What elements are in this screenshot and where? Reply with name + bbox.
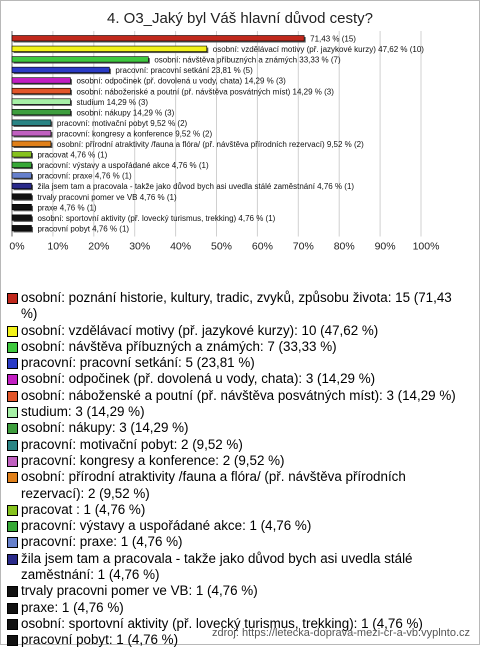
legend-label: osobní: nákupy: 3 (14,29 %) (21, 420, 189, 436)
x-tick-label: 90% (374, 240, 396, 253)
legend-label: trvaly pracovni pomer ve VB: 1 (4,76 %) (21, 583, 258, 599)
bar (12, 130, 51, 136)
legend-label: osobní: poznání historie, kultury, tradic, zvyků, způsobu života: 15 (71,43 %) (21, 290, 452, 322)
legend-label: osobní: přírodní atraktivity /fauna a flóra/ (př. návštěva přírodních rezervací): 2 (9,52 %) (21, 469, 406, 501)
bar (12, 215, 31, 221)
legend-swatch (7, 603, 18, 614)
legend-label: pracovat : 1 (4,76 %) (21, 501, 146, 517)
bar-label: 71,43 % (15) (310, 34, 356, 44)
legend-item (7, 551, 469, 584)
legend-label: pracovní: výstavy a uspořádané akce: 1 (4,76 %) (21, 518, 312, 534)
bar (12, 162, 31, 168)
legend-swatch (7, 505, 18, 516)
legend-label: pracovní pobyt: 1 (4,76 %) (21, 632, 179, 648)
x-tick-label: 40% (170, 240, 192, 253)
legend-swatch (7, 342, 18, 353)
chart-legend (7, 290, 469, 649)
legend-label: osobní: návštěva příbuzných a známých: 7 (33,33 %) (21, 338, 337, 354)
legend-label: osobní: vzdělávací motivy (př. jazykové kurzy): 10 (47,62 %) (21, 322, 379, 338)
bar-label: pracovní pobyt 4,76 % (1) (37, 224, 130, 234)
bar (12, 78, 70, 84)
legend-label: praxe: 1 (4,76 %) (21, 599, 124, 615)
source-note: zdroj: https://letecka-doprava-mezi-cr-a-vb.vyplnto.cz (212, 627, 470, 639)
legend-item (7, 534, 469, 550)
bar-label: studium 14,29 % (3) (76, 97, 149, 107)
legend-item (7, 502, 469, 518)
bar (12, 36, 304, 42)
legend-label: pracovní: motivační pobyt: 2 (9,52 %) (21, 436, 243, 452)
bar-label: pracovní: kongresy a konference 9,52 % (2) (56, 129, 213, 139)
legend-swatch (7, 586, 18, 597)
bar (12, 109, 70, 115)
x-tick-label: 100% (412, 240, 440, 253)
x-tick-label: 20% (88, 240, 110, 253)
bar (12, 46, 207, 52)
legend-item (7, 404, 469, 420)
legend-item (7, 339, 469, 355)
bar-label: pracovat 4,76 % (1) (37, 150, 108, 160)
legend-swatch (7, 407, 18, 418)
legend-item (7, 371, 469, 387)
bar-label: osobní: odpočinek (př. dovolená u vody, chata) 14,29 % (3) (76, 76, 286, 86)
bar-label: osobní: sportovní aktivity (př. lovecký turismus, trekking) 4,76 % (1) (37, 213, 276, 223)
legend-item (7, 323, 469, 339)
legend-item (7, 453, 469, 469)
legend-item (7, 388, 469, 404)
bar (12, 194, 31, 200)
bar (12, 57, 148, 63)
legend-item (7, 290, 469, 323)
bar-label: praxe 4,76 % (1) (37, 203, 97, 213)
legend-item (7, 420, 469, 436)
legend-label: pracovní: praxe: 1 (4,76 %) (21, 534, 183, 550)
legend-item (7, 355, 469, 371)
legend-swatch (7, 456, 18, 467)
legend-item (7, 518, 469, 534)
legend-swatch (7, 537, 18, 548)
legend-item (7, 600, 469, 616)
legend-swatch (7, 440, 18, 451)
bar-label: osobní: přírodní atraktivity /fauna a flóra/ (př. návštěva přírodních rezervací) 9,52 % (2) (56, 140, 364, 149)
legend-label: osobní: náboženské a poutní (př. návštěva posvátných míst): 3 (14,29 %) (21, 387, 456, 403)
bar (12, 141, 51, 147)
bar (12, 120, 51, 126)
bar-label: osobní: náboženské a poutní (př. návštěva posvátných míst) 14,29 % (3) (76, 87, 334, 97)
bar-label: osobní: vzdělávací motivy (př. jazykové kurzy) 47,62 % (10) (212, 45, 424, 55)
legend-swatch (7, 619, 18, 630)
bar-label: pracovní: výstavy a uspořádané akce 4,76 % (1) (37, 161, 209, 171)
x-tick-label: 80% (333, 240, 355, 253)
legend-swatch (7, 554, 18, 565)
bar (12, 183, 31, 189)
bar (12, 173, 31, 179)
bar-label: osobní: nákupy 14,29 % (3) (76, 108, 175, 118)
legend-label: osobní: odpočinek (př. dovolená u vody, chata): 3 (14,29 %) (21, 371, 376, 387)
legend-swatch (7, 326, 18, 337)
x-tick-label: 50% (210, 240, 233, 253)
legend-swatch (7, 521, 18, 532)
legend-swatch (7, 374, 18, 385)
bar-label: žila jsem tam a pracovala - takže jako důvod bych asi uvedla stálé zaměstnání 4,76 % (1) (37, 182, 355, 192)
legend-swatch (7, 391, 18, 402)
legend-label: žila jsem tam a pracovala - takže jako důvod bych asi uvedla stálé zaměstnání: 1 (4,76 %) (21, 550, 413, 583)
legend-swatch (7, 472, 18, 483)
legend-item (7, 583, 469, 599)
legend-swatch (7, 423, 18, 434)
chart-title: 4. O3_Jaký byl Váš hlavní důvod cesty? (107, 10, 373, 27)
bar-label: pracovní: motivační pobyt 9,52 % (2) (56, 118, 188, 128)
bar (12, 88, 70, 94)
bar (12, 67, 109, 73)
bar-label: trvaly pracovni pomer ve VB 4,76 % (1) (37, 192, 177, 202)
bar-label: pracovní: praxe 4,76 % (1) (37, 171, 132, 181)
bar (12, 152, 31, 158)
x-tick-label: 10% (47, 240, 69, 253)
bar-chart (1, 1, 479, 286)
x-tick-label: 0% (9, 240, 25, 253)
x-tick-label: 60% (251, 240, 273, 253)
bar (12, 99, 70, 105)
legend-swatch (7, 358, 18, 369)
legend-label: pracovní: pracovní setkání: 5 (23,81 %) (21, 355, 255, 371)
bar-label: osobní: návštěva příbuzných a známých 33,33 % (7) (154, 55, 341, 65)
x-tick-label: 70% (292, 240, 314, 253)
legend-swatch (7, 293, 18, 304)
legend-label: osobní: sportovní aktivity (př. lovecký turismus, trekking): 1 (4,76 %) (21, 615, 423, 631)
bar-label: pracovní: pracovní setkání 23,81 % (5) (115, 66, 253, 76)
bar (12, 225, 31, 231)
legend-item (7, 469, 469, 502)
legend-label: pracovní: kongresy a konference: 2 (9,52 %) (21, 452, 285, 468)
bar (12, 204, 31, 210)
x-tick-label: 30% (129, 240, 151, 253)
legend-label: studium: 3 (14,29 %) (21, 404, 145, 420)
legend-item (7, 437, 469, 453)
